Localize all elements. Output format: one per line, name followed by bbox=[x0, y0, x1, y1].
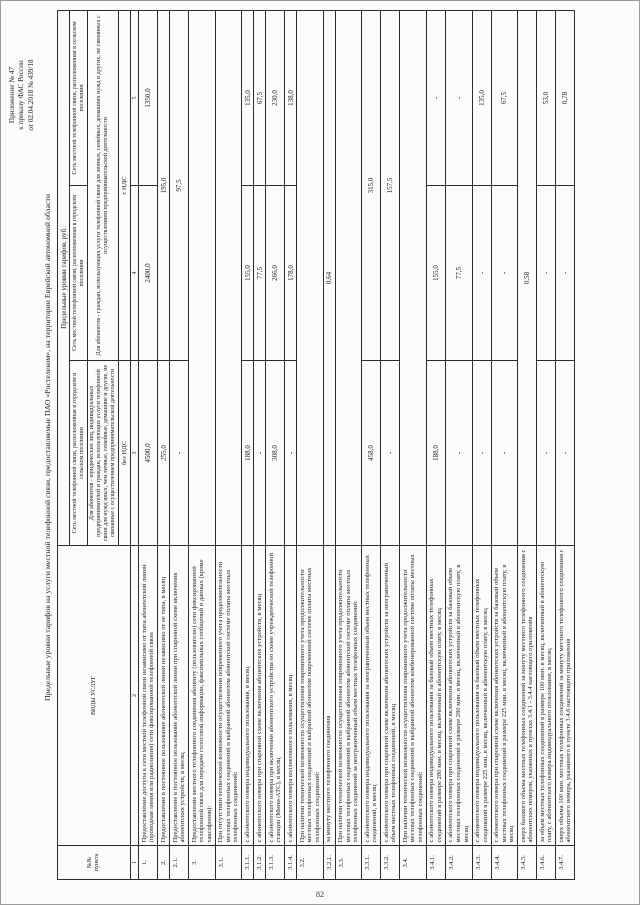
tariff-value-cell: - bbox=[285, 361, 297, 546]
tariff-value-cell: - bbox=[170, 361, 189, 546]
header-vat-included: с НДС bbox=[119, 10, 131, 360]
tariff-value-cell: 188,0 bbox=[426, 361, 445, 546]
tariff-value-cell: 67,5 bbox=[491, 10, 518, 185]
tariff-value-cell: - bbox=[537, 361, 556, 546]
service-description-cell: с абонентского номера индивидуального пользования за базовый объем местных телефонных соединений в размере 280 мин. в месяц, включенный в абонентскую плату, в месяц bbox=[426, 546, 445, 846]
tariff-value-cell: 155,0 bbox=[426, 186, 445, 361]
landscape-content bbox=[1, 1, 640, 905]
header-subscribers-citizens: Для абонентов - граждан, использующих услуги телефонной связи для личных, семейных, домашних нужд и других, не связанных с осуществлением предпринимательской деятельности bbox=[87, 10, 119, 360]
tariff-value-cell: 0,78 bbox=[556, 10, 575, 185]
service-description-cell: за объем местных телефонных соединений в размере 100 мин. в месяц, включенный в абонентскую плату, с абонентского номера индивидуального пользования, в месяц bbox=[537, 546, 556, 846]
row-number-cell: 3.4.1. bbox=[426, 846, 445, 880]
table-row bbox=[297, 10, 324, 879]
table-row bbox=[335, 10, 362, 879]
service-description-cell: сверх объема 100 мин. местных телефонных соединений за минуту местного телефонного соединения с абонентского номера, указанного в пункте 3.4.6 настоящего приложения bbox=[556, 546, 575, 846]
header-net-rural: Сеть местной телефонной связи, расположенная в сельском поселении bbox=[70, 10, 88, 185]
table-row bbox=[491, 10, 518, 879]
table-row bbox=[381, 10, 400, 879]
service-description-cell: с абонентского номера при включении абонентского устройства по схеме учрежденческой телефонной станции (Мини-АТС), в месяц bbox=[266, 546, 285, 846]
service-description-cell: Предоставление доступа к сети местной телефонной связи независимо от типа абонентской линии (проводная линия или радиолиния) сети фиксированной телефонной связи bbox=[139, 546, 158, 846]
column-number: 5 bbox=[131, 10, 139, 185]
service-description-cell: с абонентского номера при спаренной схеме включения абонентских устройств за базовый объем местных телефонных соединений в размере 225 мин. в месяц, включенный в абонентскую плату, в месяц bbox=[491, 546, 518, 846]
table-row bbox=[323, 10, 335, 879]
row-number-cell: 3. bbox=[189, 846, 216, 880]
tariff-value-cell: 155,0 bbox=[242, 186, 254, 361]
column-number: 2 bbox=[131, 546, 139, 846]
tariff-value-cell: 1350,0 bbox=[139, 10, 158, 185]
service-description-cell: Предоставление в постоянное пользование абонентской линии независимо от ее типа, в месяц bbox=[158, 546, 170, 846]
table-row bbox=[242, 10, 254, 879]
appendix-line-2: к приказу ФАС России bbox=[17, 60, 26, 130]
table-row bbox=[445, 10, 472, 879]
tariff-value-cell: - bbox=[445, 10, 472, 185]
header-col-services: ВИДЫ УСЛУГ bbox=[58, 546, 131, 846]
tariff-value-cell: 0,58 bbox=[518, 10, 537, 545]
row-number-cell: 3.2. bbox=[297, 846, 324, 880]
service-description-cell: с абонентского номера индивидуального пользования, в месяц bbox=[242, 546, 254, 846]
tariff-value-cell: 138,0 bbox=[285, 10, 297, 185]
tariff-value-cell: 135,0 bbox=[242, 10, 254, 185]
service-description-cell: с абонентского номера при спаренной схеме включения абонентских устройств за базовый объем местных телефонных соединений в размере 280 мин. в месяц, включенный в абонентскую плату, в месяц bbox=[445, 546, 472, 846]
service-description-cell: с абонентского номера коллективного пользования, в месяц bbox=[285, 546, 297, 846]
header-tariff-levels: Предельные уровни тарифов, руб. bbox=[58, 10, 70, 545]
row-number-cell: 3.4.2. bbox=[445, 846, 472, 880]
tariff-value-cell: 308,0 bbox=[266, 361, 285, 546]
table-row bbox=[537, 10, 556, 879]
row-number-cell: 3.4.6. bbox=[537, 846, 556, 880]
table-row bbox=[215, 10, 242, 879]
table-row bbox=[189, 10, 216, 879]
tariff-value-cell: - bbox=[556, 361, 575, 546]
service-description-cell: с абонентского номера при спаренной схеме включения абонентских устройств, в месяц bbox=[254, 546, 266, 846]
table-row bbox=[472, 10, 491, 879]
row-number-cell: 3.3.1. bbox=[362, 846, 381, 880]
service-description-cell: При отсутствии технической возможности осуществления повременного учета продолжительности местных телефонных соединений и выбранной абонентом абонентской системе оплаты местных телефонных соединений: bbox=[215, 546, 242, 846]
row-number-cell: 3.3.2. bbox=[381, 846, 400, 880]
table-row bbox=[170, 10, 189, 879]
service-description-cell: При наличии технической возможности осуществления повременного учета продолжительности местных телефонных соединений и выбранной абонентом абонентской системе оплаты местных телефонных соединений за неограниченный объем местных телефонных соединений: bbox=[335, 546, 362, 846]
tariff-value-cell: 230,0 bbox=[266, 10, 285, 185]
appendix-line-1: Приложение № 47 bbox=[8, 66, 16, 124]
tariff-value-cell: 195,0 bbox=[158, 10, 170, 360]
table-row bbox=[285, 10, 297, 879]
row-number-cell: 2. bbox=[158, 846, 170, 880]
tariff-value-cell: 188,0 bbox=[242, 361, 254, 546]
row-number-cell: 3.2.1. bbox=[323, 846, 335, 880]
tariff-value-cell: 67,5 bbox=[254, 10, 266, 185]
tariff-value-cell: 2400,0 bbox=[139, 186, 158, 361]
tariff-value-cell: 266,0 bbox=[266, 186, 285, 361]
tariff-value-cell bbox=[297, 10, 324, 545]
tariff-value-cell: 77,5 bbox=[445, 186, 472, 361]
service-description-cell: с абонентского номера индивидуального пользования за базовый объем местных телефонных соединений в размере 225 мин. в месяц, включенный в абонентскую плату, в месяц bbox=[472, 546, 491, 846]
tariff-value-cell: 458,0 bbox=[362, 361, 381, 546]
tariff-value-cell: - bbox=[491, 361, 518, 546]
tariff-value-cell: 0,64 bbox=[323, 10, 335, 545]
page-number: 82 bbox=[316, 890, 324, 899]
row-number-cell: 3.4.7. bbox=[556, 846, 575, 880]
tariff-value-cell: 77,5 bbox=[254, 186, 266, 361]
row-number-cell: 3.1.2. bbox=[254, 846, 266, 880]
header-subscribers-legal: Для абонентов - юридических лиц, индивидуальных предпринимателей и граждан, использующих услуги телефонной связи для нужд иных, чем личные, семейные, домашние и другие, не связанные с осуществлением предпринимательской деятельности bbox=[87, 361, 119, 546]
table-row bbox=[139, 10, 158, 879]
header-col-number: №№ пункта bbox=[58, 846, 131, 880]
service-description-cell: за минуту местного телефонного соединения bbox=[323, 546, 335, 846]
tariff-value-cell bbox=[400, 10, 427, 545]
tariff-value-cell: - bbox=[537, 186, 556, 361]
tariff-table-body bbox=[139, 10, 575, 879]
tariff-value-cell bbox=[335, 10, 362, 545]
tariff-table-header bbox=[58, 10, 139, 879]
row-number-cell: 3.1. bbox=[215, 846, 242, 880]
row-number-cell: 3.3. bbox=[335, 846, 362, 880]
tariff-value-cell: 53,0 bbox=[537, 10, 556, 185]
tariff-value-cell: - bbox=[472, 361, 491, 546]
table-row bbox=[426, 10, 445, 879]
table-row bbox=[362, 10, 381, 879]
column-numbering-row bbox=[131, 10, 139, 879]
tariff-table bbox=[57, 10, 575, 880]
tariff-value-cell: - bbox=[491, 186, 518, 361]
tariff-value-cell: - bbox=[445, 361, 472, 546]
tariff-value-cell: - bbox=[556, 186, 575, 361]
service-description-cell: При наличии технической возможности осуществления повременного учета продолжительности местных телефонных соединений и выбранной абонентом комбинированной системе оплаты местных телефонных соединений: bbox=[400, 546, 427, 846]
service-description-cell: Предоставление местного телефонного соединения абоненту (пользователю) сети фиксированной телефонной связи для передачи голосовой информации, факсимильных сообщений и данных (кроме таксофонов): bbox=[189, 546, 216, 846]
header-net-urban-rural: Сеть местной телефонной связи, расположенная в городском и сельском поселении bbox=[70, 361, 88, 546]
tariff-value-cell: 135,0 bbox=[472, 10, 491, 185]
table-row bbox=[556, 10, 575, 879]
row-number-cell: 3.1.4. bbox=[285, 846, 297, 880]
table-row bbox=[266, 10, 285, 879]
service-description-cell: с абонентского номера при спаренной схеме включения абонентских устройств за неограниченный объем местных телефонных соединений, в месяц bbox=[381, 546, 400, 846]
row-number-cell: 3.4.3. bbox=[472, 846, 491, 880]
appendix-line-3: от 02.04.2018 № 439/18 bbox=[26, 59, 35, 131]
header-net-urban: Сеть местной телефонной связи, расположенная в городском поселении bbox=[70, 186, 88, 361]
service-description-cell: Предоставление в постоянное пользование абонентской линии при спаренной схеме включения абонентских устройств, в месяц bbox=[170, 546, 189, 846]
row-number-cell: 3.4.4. bbox=[491, 846, 518, 880]
table-row bbox=[518, 10, 537, 879]
tariff-value-cell: - bbox=[381, 361, 400, 546]
table-row bbox=[254, 10, 266, 879]
tariff-value-cell: 255,0 bbox=[158, 361, 170, 546]
row-number-cell: 3.4.5. bbox=[518, 846, 537, 880]
row-number-cell: 2.1. bbox=[170, 846, 189, 880]
table-row bbox=[400, 10, 427, 879]
service-description-cell: сверх базового объема местных телефонных соединений за минуту местного телефонного соединения с абонентских номеров, указанных в пунктах 3.4.1 - 3.4.4 настоящего приложения bbox=[518, 546, 537, 846]
tariff-value-cell: 315,0 bbox=[362, 10, 381, 360]
tariff-value-cell: 178,0 bbox=[285, 186, 297, 361]
appendix-reference bbox=[8, 11, 36, 179]
tariff-value-cell bbox=[215, 10, 242, 545]
tariff-value-cell: 97,5 bbox=[170, 10, 189, 360]
tariff-value-cell: 157,5 bbox=[381, 10, 400, 360]
tariff-value-cell: - bbox=[426, 10, 445, 185]
row-number-cell: 3.4. bbox=[400, 846, 427, 880]
row-number-cell: 3.1.1. bbox=[242, 846, 254, 880]
table-row bbox=[158, 10, 170, 879]
tariff-value-cell bbox=[189, 10, 216, 545]
document-title: Предельные уровни тарифов на услуги местной телефонной связи, предоставляемые ПАО «Ростелеком», на территории Еврейской автономной области bbox=[43, 193, 53, 702]
column-number: 1 bbox=[131, 846, 139, 880]
column-number: 4 bbox=[131, 186, 139, 361]
row-number-cell: 3.1.3. bbox=[266, 846, 285, 880]
tariff-value-cell: 4500,0 bbox=[139, 361, 158, 546]
service-description-cell: При наличии технической возможности осуществления повременного учета продолжительности местных телефонных соединений и выбранной абонентом повременной системе оплаты местных телефонных соединений: bbox=[297, 546, 324, 846]
header-vat-excluded: без НДС bbox=[119, 361, 131, 546]
tariff-value-cell: - bbox=[254, 361, 266, 546]
service-description-cell: с абонентского номера индивидуального пользования за неограниченный объем местных телефонных соединений, в месяц bbox=[362, 546, 381, 846]
column-number: 3 bbox=[131, 361, 139, 546]
tariff-value-cell: - bbox=[472, 186, 491, 361]
row-number-cell: 1. bbox=[139, 846, 158, 880]
